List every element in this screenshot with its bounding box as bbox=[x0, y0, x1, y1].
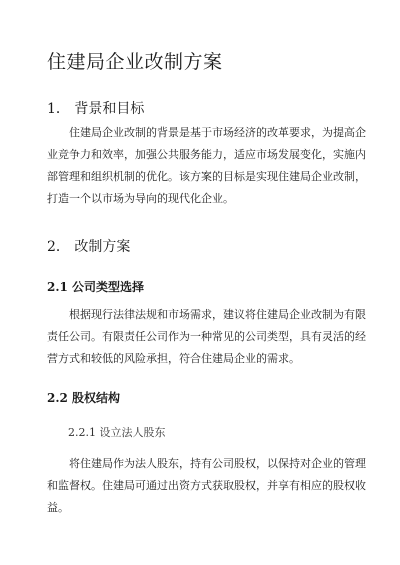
paragraph-line: 住建局企业改制的背景是基于市场经济的改革要求，为提高企 bbox=[69, 126, 366, 139]
section-2-2-1-paragraph bbox=[47, 453, 366, 519]
paragraph-line: 和监督权。住建局可通过出资方式获取股权，并享有相应的股权收 bbox=[47, 479, 366, 492]
section-1-heading: 1． 背景和目标 bbox=[47, 101, 145, 117]
section-2-1-paragraph bbox=[47, 304, 366, 370]
paragraph-line: 责任公司。有限责任公司作为一种常见的公司类型，具有灵活的经 bbox=[47, 330, 366, 343]
paragraph-line: 根据现行法律法规和市场需求，建议将住建局企业改制为有限 bbox=[69, 308, 366, 321]
section-2-1-heading: 2.1 公司类型选择 bbox=[47, 280, 145, 294]
paragraph-line: 部管理和组织机制的优化。该方案的目标是实现住建局企业改制， bbox=[47, 170, 366, 183]
section-1-paragraph bbox=[47, 122, 366, 210]
paragraph-line: 益。 bbox=[47, 501, 69, 514]
paragraph-line: 业竞争力和效率，加强公共服务能力，适应市场发展变化，实施内 bbox=[47, 148, 366, 161]
paragraph-line: 打造一个以市场为导向的现代化企业。 bbox=[47, 192, 234, 205]
document-title: 住建局企业改制方案 bbox=[47, 51, 223, 73]
section-2-heading: 2． 改制方案 bbox=[47, 239, 131, 255]
section-2-2-1-heading: 2.2.1 设立法人股东 bbox=[68, 426, 166, 439]
paragraph-line: 将住建局作为法人股东，持有公司股权，以保持对企业的管理 bbox=[69, 457, 366, 470]
paragraph-line: 营方式和较低的风险承担，符合住建局企业的需求。 bbox=[47, 352, 300, 365]
section-2-2-heading: 2.2 股权结构 bbox=[47, 391, 121, 405]
